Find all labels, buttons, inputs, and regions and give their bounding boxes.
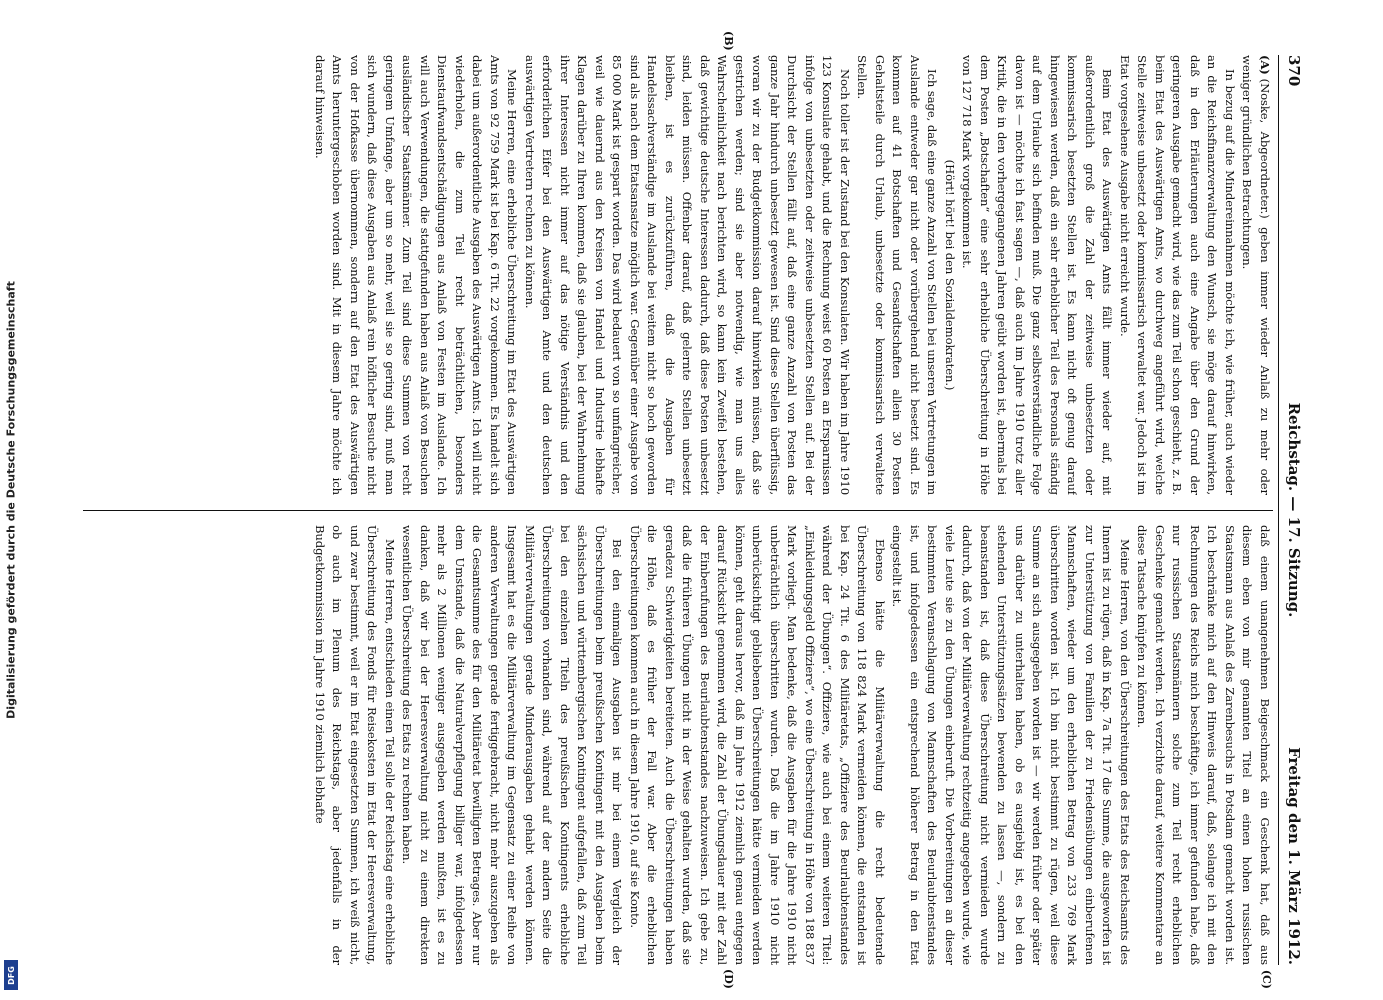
page-content — [75, 31, 1305, 989]
paragraph: Meine Herren, eine erhebliche Überschreitung im Etat des Auswärtigen Amts von 92 759 Mark ist bei Kap. 6 Tit. 22 vorgekommen. Es handelt sich dabei um außerordentliche Ausgaben des Auswärtigen Amts. Ich will nicht wiederholen, die zum Teil recht beträchtlichen, besonders Dienstaufwandsentschädigungen aus Anlaß von Festen im Auslande. Ich will auch Verwendungen, die stattgefunden haben aus Anlaß von Besuchen ausländischer Staatsmänner. Zum Teil sind diese Summen von recht geringem Umfange, aber um so mehr, weil sie so gering sind, muß man sich wundern, daß diese Ausgaben aus Anlaß rein höflicher Besuche nicht von der Hofkasse übernommen, sondern auf den Etat des Auswärtigen Amts heruntergeschoben worden sind. Mit in diesem Jahre möchte ich darauf hinweisen. — [313, 55, 520, 495]
digitization-credit — [2, 0, 20, 1000]
paragraph: Meine Herren, von den Überschreitungen des Etats des Reichsamts des Innern ist zu rügen, daß in Kap. 7a Tit. 17 die Summe, die ausgeworfen ist zur Unterstützung von Familien der zu Friedensübungen einberufenen Mannschaften, wieder um den erheblichen Betrag von 233 769 Mark überschritten worden ist. Ich bin nicht bestimmt zu rügen, weil diese Summe an sich ausgegeben worden ist — wir werden früher oder später uns darüber zu unterhalten haben, ob es ausgiebig ist, es bei den stehenden Unterstützungssätzen bewenden zu lassen —, sondern zu beanstanden ist, daß diese Überschreitung nicht vermieden wurde dadurch, daß von der Militärverwaltung rechtzeitig angegeben wurde, wie viele Leute sie zu den Übungen einberuft. Die Vorbereitungen an dieser bestimmten Veranschlagung von Mannschaften des Beurlaubtenstandes ist, und infolgedessen ein entsprechend höherer Betrag in den Etat eingestellt ist. — [890, 525, 1132, 965]
paragraph: Bei den einmaligen Ausgaben ist mir bei einem Vergleich der Überschreitungen beim preußischen Kontingent mit den Ausgaben beim sächsischen und württembergischen Kontingent aufgefallen, daß zum Teil bei den einzelnen Titeln des preußischen Kontingents erhebliche Überschreitungen vorhanden sind, während auf der andern Seite die Militärverwaltungen gerade Minderausgaben gehabt werden können. Insgesamt hat es die Militärverwaltung im Gegensatz zu einer Reihe von anderen Verwaltungen gerade fertiggebracht, nicht mehr auszugeben als die Gesamtsumme des für den Militäretat bewilligten Betrages. Aber nur dem Umstande, daß die Naturalverpflegung billiger war, infolgedessen mehr als 2 Millionen weniger ausgegeben werden mußten, ist es zu danken, daß wir bei der Heeresverwaltung nicht zu einem direkten wesentlichen Überschreitung des Etats zu rechnen haben. — [400, 525, 625, 965]
paragraph: daß einem unangenehmen Beigeschmack ein Geschenk hat, daß aus diesem eben von mir genannten Titel an einen hohen russischen Staatsmann aus Anlaß des Zarenbesuchs in Potsdam gemacht worden ist. Ich beschränke mich auf den Hinweis darauf, daß, solange ich mit den Rechnungen des Reichs mich beschäftige, ich immer gefunden habe, daß nur russischen Staatsmännern solche zum Teil recht erheblichen Geschenke gemacht werden. Ich verzichte darauf, weitere Kommentare an diese Tatsache knüpfen zu können. — [1135, 525, 1272, 965]
page-number: 370 — [1285, 55, 1303, 87]
column-divider — [83, 510, 1273, 511]
margin-marker-c: (C) — [1260, 969, 1273, 989]
margin-marker-b: (B) — [722, 31, 735, 51]
left-column — [83, 55, 1273, 495]
paragraph: Ebenso hätte die Militärverwaltung die recht bedeutende Überschreitung von 118 824 Mark vermeiden können, die entstanden ist bei Kap. 24 Tit. 6 des Militäretats, „Offiziere des Beurlaubtenstandes während der Übungen“. Offiziere, wie auch bei einem weiteren Titel: „Einkleidungsgeld Offiziere“, wo eine Überschreitung in Höhe von 188 837 Mark vorliegt. Man bedenke, daß die Ausgaben für die Jahre 1910 nicht unbeträchtlich überschritten wurden. Daß die im Jahre 1910 nicht unberücksichtigt gebliebenen Überschreitungen hätte vermieden werden können, geht daraus hervor, daß im Jahre 1912 ziemlich genau entgegen darauf Rücksicht genommen wird, die Zahl der Übungsdauer mit der Zahl der Einberufungen des Beurlaubtenstandes nachzuweisen. Ich gebe zu, daß die früheren Übungen nicht in der Weise gehalten wurden, daß sie geradezu Schwierigkeiten bereiteten. Auch die Überschreitungen haben die Höhe, daß es früher der Fall war. Aber die erheblichen Überschreitungen kommen auch in diesem Jahre 1910, auf sie Konto. — [628, 525, 887, 965]
paragraph: Meine Herren, entschieden einen Teil solle der Reichstag eine erhebliche Überschreitung des Fonds für Reisekosten im Etat der Heeresverwaltung, und zwar bestimmt, weil er im Etat eingesetzten Summen, ich weiß nicht, ob auch im Plenum des Reichstags, aber jedenfalls in der Budgetkommission im Jahre 1910 ziemlich lebhafte — [313, 525, 397, 965]
credit-text: Digitalisierung gefördert durch die Deutsche Forschungsgemeinschaft — [4, 281, 18, 719]
paragraph: Noch toller ist der Zustand bei den Konsulaten. Wir haben im Jahre 1910 123 Konsulate gehabt, und die Rechnung weist 60 Posten an Ersparnissen infolge von unbesetzten oder zeitweise unbesetzten Stellen auf. Bei der Durchsicht der Stellen fällt auf, daß eine ganze Anzahl von Posten das ganze Jahr hindurch unbesetzt gewesen ist. Sind diese Stellen überflüssig, woran wir zu der Budgetkommission darauf hinwirken müssen, daß sie gestrichen werden; sind sie aber notwendig, wie man uns alles Wahrscheinlichkeit nach berichten wird, so kann kein Zweifel bestehen, daß gewichtige deutsche Interessen dadurch, daß diese Posten unbesetzt sind, leiden müssen. Offenbar darauf, daß gelernte Stellen unbesetzt bleiben, ist es zurückzuführen, daß die Ausgaben für Handelssachverständige im Auslande bei weitem nicht so hoch geworden sind als nach dem Etatsansatze möglich war. Gegenüber einer Ausgabe von 85 000 Mark ist gespart worden. Das wird bedauert von so umfangreicher, weil wie dauernd aus den Kreisen von Handel und Industrie lebhafte Klagen darüber zu Ihren kommen, daß sie glauben, bei der Wahrnehmung ihrer Interessen nicht immer auf das nötige Verständnis und den erforderlichen Eifer bei den Auswärtigen Amte und den deutschen auswärtigen Vertretern rechnen zu können. — [523, 55, 852, 495]
interjection: (Hört! hört! bei den Sozialdemokraten.) — [943, 159, 957, 391]
paragraph: In bezug auf die Mindereinnahmen möchte ich, wie früher, auch wieder an die Reichsfinanzverwaltung den Wunsch, sie möge darauf hinwirken, daß in den Erläuterungen auch eine Angabe über den Grund der geringeren Ausgabe gemacht wird, wie das zum Teil schon geschieht, z. B. beim Etat des Auswärtigen Amts, wo durchweg angeführt wird, welche Stelle zeitweise unbesetzt oder kommissarisch verwaltet war. Jedoch ist im Etat vorgesehene Ausgabe nicht erreicht wurde. — [1118, 55, 1237, 495]
margin-marker-a: (A) — [1258, 55, 1272, 75]
session-date: Freitag den 1. März 1912. — [1285, 747, 1303, 965]
page-header — [1281, 55, 1305, 965]
scanned-page — [75, 31, 1305, 989]
margin-marker-d: (D) — [722, 969, 735, 989]
paragraph: (A)(Noske, Abgeordneter.) geben immer wieder Anlaß zu mehr oder weniger gründlichen Betrachtungen. — [1240, 55, 1272, 495]
paragraph: Beim Etat des Auswärtigen Amts fällt immer wieder auf, mit außerordentlich groß die Zahl der zeitweise unbesetzten oder kommissarisch besetzten Stellen ist. Es kann nicht oft genug darauf hingewiesen werden, daß ein sehr erheblicher Teil des Personals ständig auf dem Urlaube sich befinden muß. Die ganz selbstverständliche Folge davon ist — möchte ich fast sagen —, daß auch im Jahre 1910 trotz aller Kritik, die in den vorhergegangenen Jahren geübt worden ist, abermals bei dem Posten „Botschaften“ eine sehr erhebliche Überschreitung in Höhe von 127 718 Mark vorgekommen ist. — [960, 55, 1115, 495]
paragraph: Ich sage, daß eine ganze Anzahl von Stellen bei unseren Vertretungen im Auslande entweder gar nicht oder vorübergehend nicht besetzt sind. Es kommen auf 41 Botschaften und Gesandtschaften allein 30 Posten Gehaltsteile durch Urlaub, unbesetzte oder kommissarisch verwaltete Stellen. — [855, 55, 940, 495]
right-column — [83, 525, 1273, 965]
dfg-logo: DFG — [4, 960, 18, 990]
running-title: Reichstag. — 17. Sitzung. — [1285, 402, 1303, 618]
header-rule — [1278, 55, 1279, 965]
